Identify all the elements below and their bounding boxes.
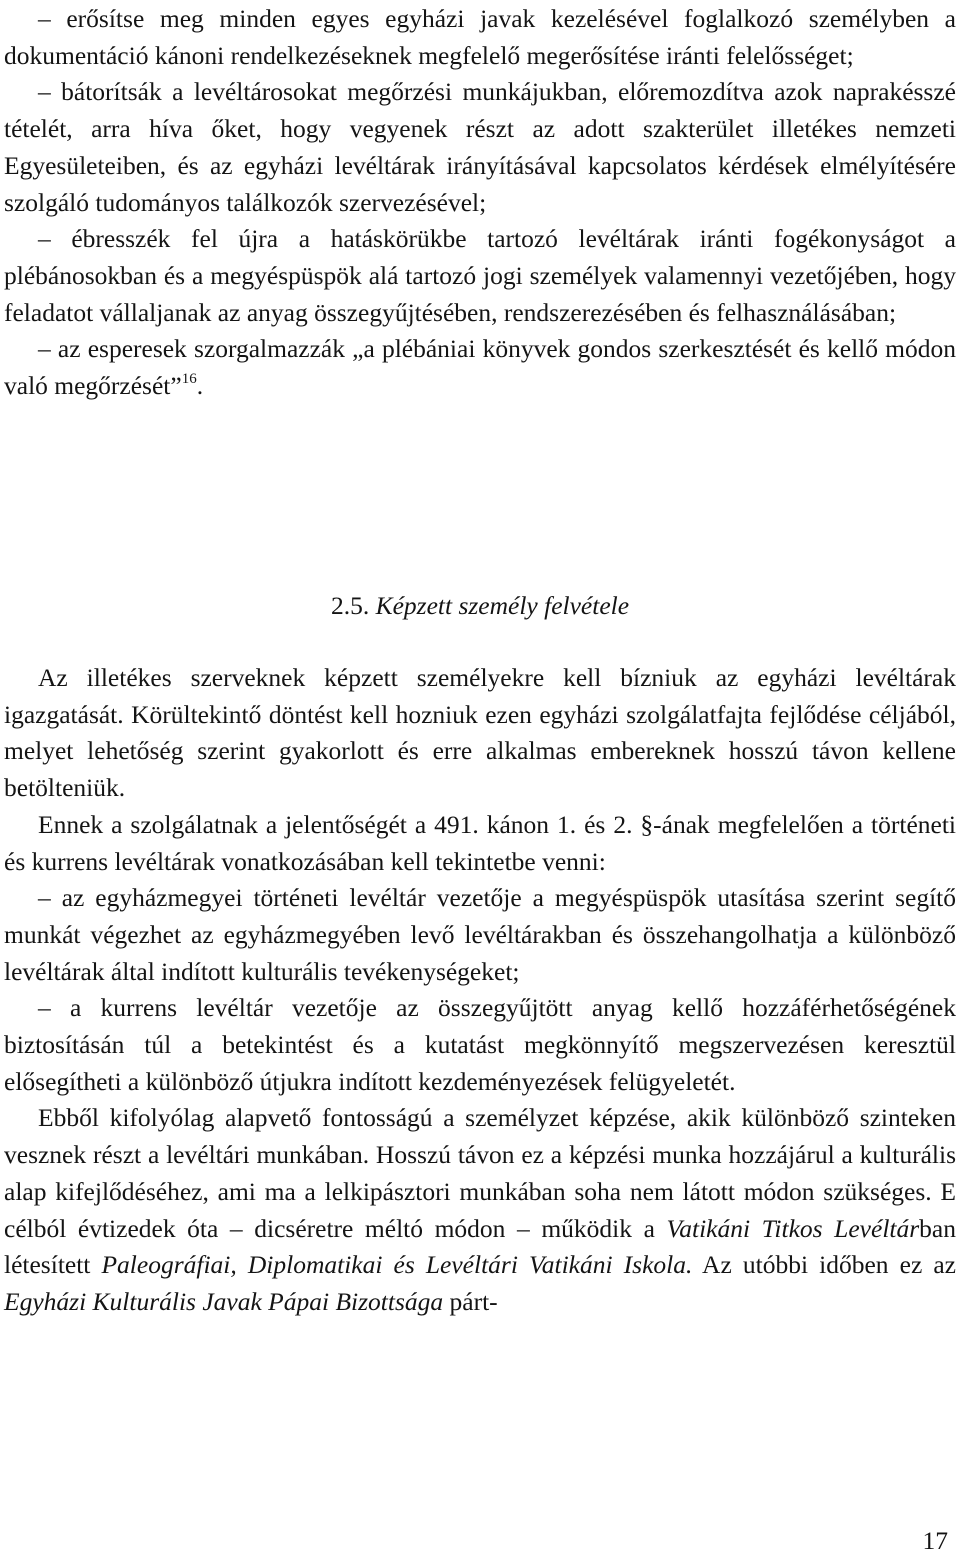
final-text-2: ban létesített — [4, 1213, 956, 1280]
section-number: 2.5. — [330, 591, 370, 620]
section-body — [4, 660, 956, 1321]
bullet-paragraph: – erősítse meg minden egyes egyházi javak kezelésével foglalkozó személyben a dokumentáció kánoni rendelkezéseknek megfelelő megerősítése iránti felelősséget; — [4, 4, 956, 70]
bullet-paragraph-with-footnote — [4, 331, 956, 404]
body-bullet-paragraph: – az egyházmegyei történeti levéltár vezetője a megyéspüspök utasítása szerint segítő munkát végezhet az egyházmegyében levő levéltárakban és összehangolhatja a különböző levéltárak által indított kulturális tevékenységeket; — [4, 883, 956, 986]
body-bullet-paragraph: – a kurrens levéltár vezetője az összegyűjtött anyag kellő hozzáférhetőségének biztosításán túl a betekintést és a kutatást megkönnyítő megszervezésen keresztül elősegítheti a különböző útjukra indított kezdeményezések felügyeletét. — [4, 993, 956, 1096]
bullet-paragraph: – bátorítsák a levéltárosokat megőrzési munkájukban, előremozdítva azok naprakésszé tételét, arra híva őket, hogy vegyenek részt az adott szakterület illetékes nemzeti Egyesületeiben, és az egyházi levéltárak irányításával kapcsolatos kérdések elmélyítésére szolgáló tudományos találkozók szervezésével; — [4, 77, 956, 217]
final-text-4: párt- — [443, 1286, 498, 1316]
section-heading — [4, 588, 956, 624]
page-number: 17 — [922, 1526, 948, 1555]
final-text-1: Ebből kifolyólag alapvető fontosságú a személyzet képzése, akik különböző szinteken vesznek részt a levéltári munkában. Hosszú távon ez a képzési munka hozzájárul a kulturális alap kifejlődéséhez, ami ma a lelkipásztori munkában soha nem látott módon szükséges. E célból évtizedek óta – dicséretre méltó módon – működik a — [4, 1103, 956, 1243]
bullet-paragraph: – ébresszék fel újra a hatáskörükbe tartozó levéltárak iránti fogékonyságot a plébánosokban és a megyéspüspök alá tartozó jogi személyek valamennyi vezetőjében, hogy feladatot vállaljanak az anyag összegyűjtésében, rendszerezésében és felhasználásában; — [4, 224, 956, 327]
final-paragraph — [4, 1100, 956, 1320]
body-paragraph: Az illetékes szerveknek képzett személyekre kell bízniuk az egyházi levéltárak igazgatását. Körültekintő döntést kell hozniuk ezen egyházi szolgálatfajta fejlődése céljából, melyet lehetőség szerint gyakorlott és erre alkalmas embereknek hosszú távon kellene betölteniük. — [4, 663, 956, 803]
footnote-ref: 16 — [181, 370, 197, 387]
body-paragraph: Ennek a szolgálatnak a jelentőségét a 491. kánon 1. és 2. §-ának megfelelően a történeti és kurrens levéltárak vonatkozásában kell tekintetbe venni: — [4, 809, 956, 876]
final-italic-3: Egyházi Kulturális Javak Pápai Bizottsága — [4, 1286, 444, 1316]
bullet-text: – az esperesek szorgalmazzák „a plébániai könyvek gondos szerkesztését és kellő módon való megőrzését” — [4, 334, 956, 401]
bullet-end: . — [196, 371, 204, 401]
final-italic-2: Paleográfiai, Diplomatikai és Levéltári Vatikáni Iskola. — [101, 1250, 693, 1280]
section-title: Képzett személy felvétele — [375, 591, 630, 620]
final-italic-1: Vatikáni Titkos Levéltár — [666, 1213, 920, 1243]
final-text-3: Az utóbbi időben ez az — [692, 1250, 957, 1280]
top-bullet-list — [4, 1, 956, 405]
